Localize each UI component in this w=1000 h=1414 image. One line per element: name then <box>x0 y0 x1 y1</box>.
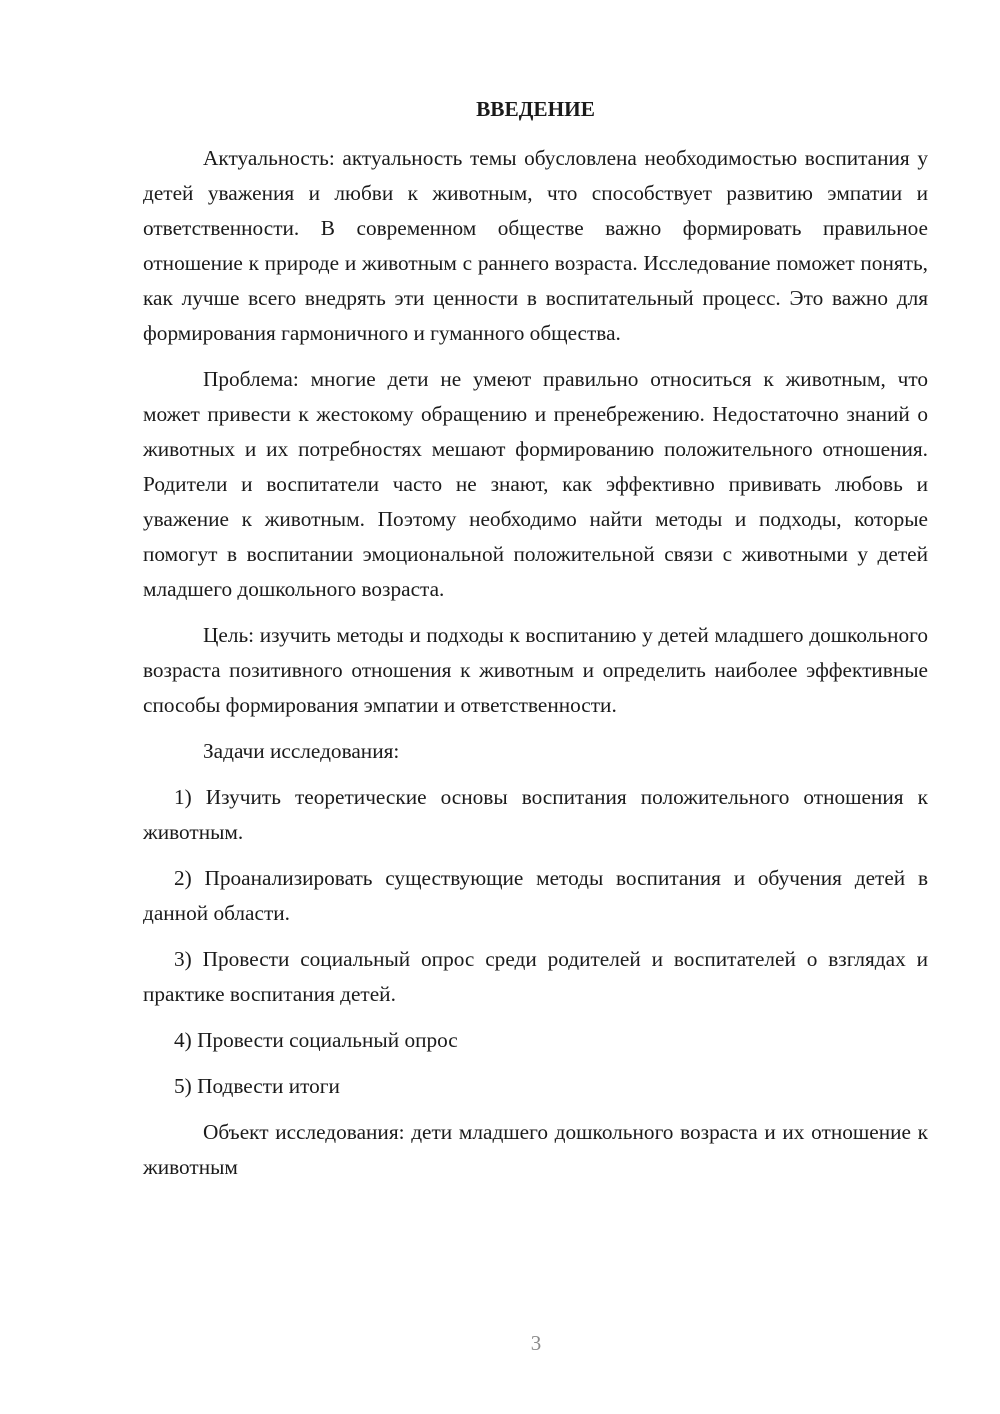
object-paragraph: Объект исследования: дети младшего дошкольного возраста и их отношение к животным <box>143 1120 928 1179</box>
tasks-heading: Задачи исследования: <box>203 739 400 763</box>
task-item-2: 2) Проанализировать существующие методы воспитания и обучения детей в данной области. <box>143 866 928 925</box>
goal-paragraph: Цель: изучить методы и подходы к воспитанию у детей младшего дошкольного возраста позитивного отношения к животным и определить наиболее эффективные способы формирования эмпатии и ответственности. <box>143 623 928 717</box>
task-item-1: 1) Изучить теоретические основы воспитания положительного отношения к животным. <box>143 785 928 844</box>
page-number: 3 <box>530 1331 542 1355</box>
relevance-paragraph: Актуальность: актуальность темы обусловлена необходимостью воспитания у детей уважения и любви к животным, что способствует развитию эмпатии и ответственности. В современном обществе важно формировать правильное отношение к природе и животным с раннего возраста. Исследование поможет понять, как лучше всего внедрять эти ценности в воспитательный процесс. Это важно для формирования гармоничного и гуманного общества. <box>143 146 928 345</box>
document-page <box>143 92 928 1196</box>
task-item-5: 5) Подвести итоги <box>174 1074 340 1098</box>
task-item-4: 4) Провести социальный опрос <box>174 1028 458 1052</box>
problem-paragraph: Проблема: многие дети не умеют правильно относиться к животным, что может привести к жестокому обращению и пренебрежению. Недостаточно знаний о животных и их потребностях мешают формированию положительного отношения. Родители и воспитатели часто не знают, как эффективно прививать любовь и уважение к животным. Поэтому необходимо найти методы и подходы, которые помогут в воспитании эмоциональной положительной связи с животными у детей младшего дошкольного возраста. <box>143 367 928 601</box>
page-title: ВВЕДЕНИЕ <box>476 97 595 121</box>
task-item-3: 3) Провести социальный опрос среди родителей и воспитателей о взглядах и практике воспитания детей. <box>143 947 928 1006</box>
